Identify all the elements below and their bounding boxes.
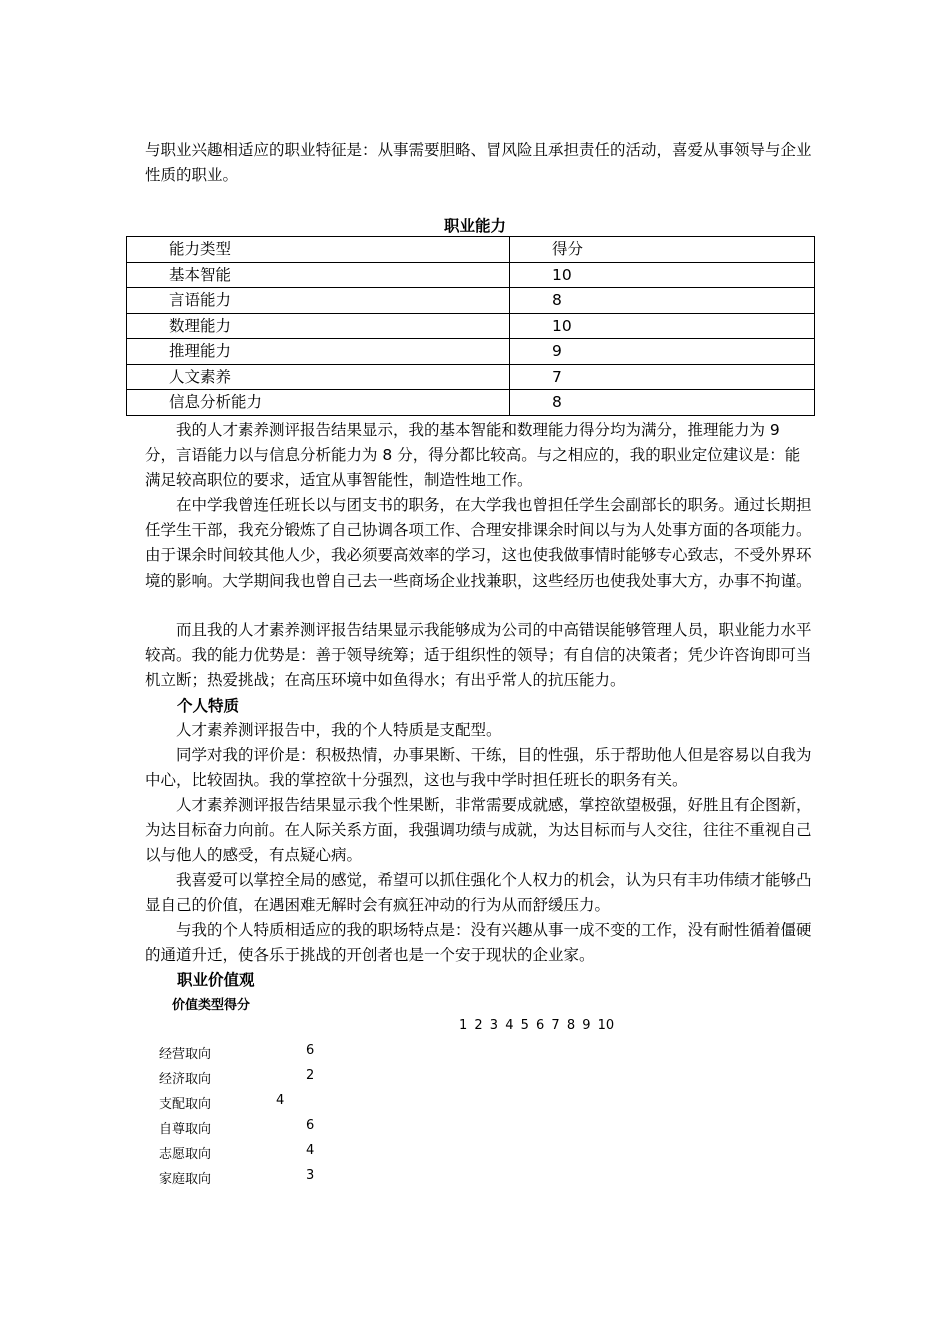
ability-name: 推理能力 — [127, 339, 510, 365]
score-scale: 1 2 3 4 5 6 7 8 9 10 — [459, 1018, 615, 1033]
ability-score: 8 — [510, 390, 815, 416]
value-type-score: 6 — [306, 1118, 315, 1133]
ability-name: 信息分析能力 — [127, 390, 510, 416]
value-type-score: 4 — [276, 1093, 285, 1108]
ability-name: 人文素养 — [127, 364, 510, 390]
value-type-label: 家庭取向 — [159, 1172, 212, 1187]
table-row — [127, 288, 815, 314]
value-type-label: 经济取向 — [159, 1072, 212, 1087]
value-type-score: 4 — [306, 1143, 315, 1158]
ability-section-title: 职业能力 — [443, 217, 506, 235]
personal-paragraph-1: 人才素养测评报告中，我的个人特质是支配型。 — [176, 721, 502, 739]
personal-section-title: 个人特质 — [177, 697, 240, 715]
personal-paragraph-5: 与我的个人特质相适应的我的职场特点是：没有兴趣从事一成不变的工作，没有耐性循着僵硬的通道升迁，使各乐于挑战的开创者也是一个安于现状的企业家。 — [145, 921, 812, 965]
ability-name: 言语能力 — [127, 288, 510, 314]
table-header-row — [127, 237, 815, 263]
ability-paragraph-2: 在中学我曾连任班长以与团支书的职务，在大学我也曾担任学生会副部长的职务。通过长期担任学生干部，我充分锻炼了自己协调各项工作、合理安排课余时间以与为人处事方面的各项能力。由于课余时间较其他人少，我必须要高效率的学习，这也使我做事情时能够专心致志，不受外界环境的影响。大学期间我也曾自己去一些商场企业找兼职，这些经历也使我处事大方，办事不拘谨。 — [145, 496, 812, 590]
values-subtitle: 价值类型得分 — [172, 998, 251, 1013]
ability-score: 8 — [510, 288, 815, 314]
ability-table — [126, 236, 815, 416]
ability-name: 数理能力 — [127, 313, 510, 339]
table-row — [127, 339, 815, 365]
ability-paragraph-1: 我的人才素养测评报告结果显示，我的基本智能和数理能力得分均为满分，推理能力为 9 分，言语能力以与信息分析能力为 8 分，得分都比较高。与之相应的，我的职业定位建议是：能满足较高职位的要求，适宜从事智能性，制造性地工作。 — [145, 421, 801, 490]
value-type-score: 3 — [306, 1168, 315, 1183]
ability-score: 10 — [510, 262, 815, 288]
ability-name: 基本智能 — [127, 262, 510, 288]
personal-paragraph-2: 同学对我的评价是：积极热情，办事果断、干练，目的性强，乐于帮助他人但是容易以自我为中心，比较固执。我的掌控欲十分强烈，这也与我中学时担任班长的职务有关。 — [145, 746, 812, 790]
value-type-score: 2 — [306, 1068, 315, 1083]
value-type-label: 自尊取向 — [159, 1122, 212, 1137]
value-type-label: 经营取向 — [159, 1047, 212, 1062]
table-row — [127, 390, 815, 416]
values-section-title: 职业价值观 — [177, 971, 255, 989]
ability-score: 10 — [510, 313, 815, 339]
ability-score: 9 — [510, 339, 815, 365]
ability-score: 7 — [510, 364, 815, 390]
header-ability-type: 能力类型 — [127, 237, 510, 263]
personal-paragraph-3: 人才素养测评报告结果显示我个性果断，非常需要成就感，掌控欲望极强，好胜且有企图新，为达目标奋力向前。在人际关系方面，我强调功绩与成就，为达目标而与人交往，往往不重视自己以与他人的感受，有点疑心病。 — [145, 796, 812, 865]
table-row — [127, 313, 815, 339]
value-type-label: 支配取向 — [159, 1097, 212, 1112]
value-type-label: 志愿取向 — [159, 1147, 212, 1162]
ability-paragraph-3: 而且我的人才素养测评报告结果显示我能够成为公司的中高错误能够管理人员，职业能力水平较高。我的能力优势是：善于领导统筹；适于组织性的领导；有自信的决策者；凭少许咨询即可当机立断；热爱挑战；在高压环境中如鱼得水；有出乎常人的抗压能力。 — [145, 621, 812, 690]
table-row — [127, 262, 815, 288]
intro-paragraph: 与职业兴趣相适应的职业特征是：从事需要胆略、冒风险且承担责任的活动，喜爱从事领导与企业性质的职业。 — [145, 141, 812, 185]
personal-paragraph-4: 我喜爱可以掌控全局的感觉，希望可以抓住强化个人权力的机会，认为只有丰功伟绩才能够凸显自己的价值，在遇困难无解时会有疯狂冲动的行为从而舒缓压力。 — [145, 871, 812, 915]
header-score: 得分 — [510, 237, 815, 263]
value-type-score: 6 — [306, 1043, 315, 1058]
table-row — [127, 364, 815, 390]
